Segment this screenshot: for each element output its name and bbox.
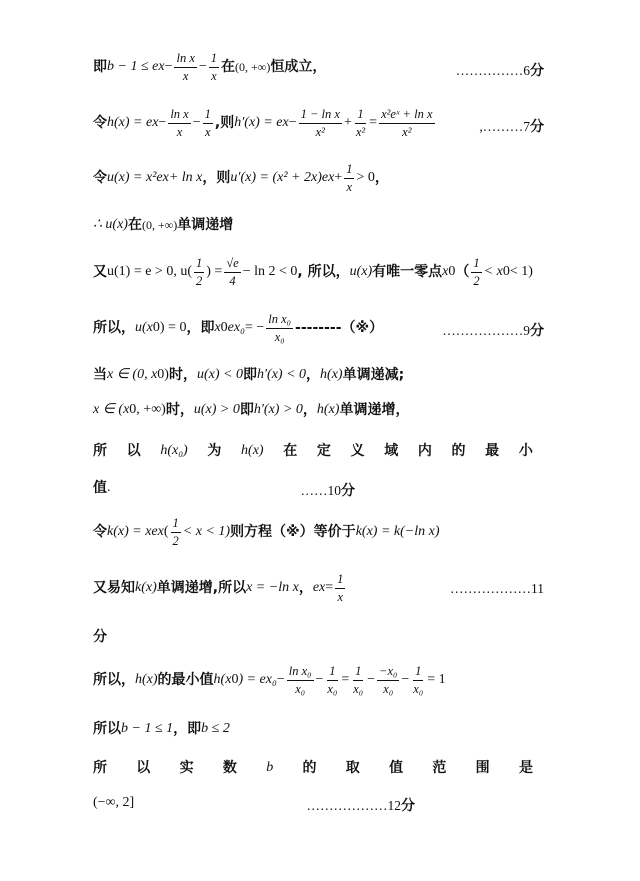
operator: − <box>198 59 207 74</box>
text: 最 <box>485 443 500 459</box>
text: 取 <box>345 760 360 776</box>
math-expr: h′(x) = e <box>234 115 283 130</box>
denominator: 2 <box>172 533 179 548</box>
period: . <box>107 480 111 495</box>
score-marker <box>301 480 356 500</box>
text: 所 <box>93 760 107 776</box>
define-h-line <box>93 105 543 141</box>
numerator: 1 <box>471 257 481 273</box>
math-expr: k(x) <box>135 580 157 595</box>
score-marker <box>450 581 544 597</box>
math-expr: u(x) > 0 <box>193 402 240 417</box>
numerator: 1 <box>327 665 337 681</box>
numerator: 1 <box>335 573 345 589</box>
math-expr: + ln x <box>168 170 203 185</box>
equation-tag: --------（※） <box>295 320 384 336</box>
text: 为 <box>207 443 222 459</box>
text: 单调递增， <box>339 402 410 418</box>
operator: − <box>158 115 167 130</box>
subscript: 0 <box>157 367 165 382</box>
numerator: −x₀ <box>377 665 399 681</box>
math-expr: h′(x) < 0 <box>256 367 307 382</box>
text: 以 <box>126 443 141 459</box>
math-expr: x <box>442 264 449 279</box>
fraction <box>209 52 219 82</box>
text: 所以 <box>93 721 121 737</box>
denominator: 2 <box>473 273 480 288</box>
math-expr: h(x) <box>241 443 264 458</box>
exponent: x <box>319 580 326 595</box>
text: 数 <box>222 760 237 776</box>
text: 小 <box>518 443 533 459</box>
numerator: 1 <box>171 517 181 533</box>
text-you: 又 <box>93 264 107 280</box>
subscript: 0 <box>129 402 137 417</box>
math-expr: b − 1 ≤ 1 <box>121 721 174 736</box>
score-marker <box>479 116 544 136</box>
fen-label: 分 <box>530 323 544 339</box>
math-expr: k(x) = xe <box>107 524 158 539</box>
denominator: x₀ <box>383 681 394 696</box>
numerator: 1 <box>194 257 204 273</box>
math-expr: b − 1 ≤ e <box>107 59 159 74</box>
operator: − <box>288 115 297 130</box>
denominator: x₀ <box>274 329 285 344</box>
b-bound-line <box>93 718 543 740</box>
denominator: x² <box>355 124 366 139</box>
fen-label: 分 <box>530 63 544 79</box>
text: 单调递增 <box>177 217 234 233</box>
text: ，即 <box>173 721 202 737</box>
numerator: 1 <box>413 665 423 681</box>
fraction <box>299 108 342 138</box>
subscript: 0 <box>502 264 510 279</box>
fraction <box>379 108 434 138</box>
text: 又易知 <box>93 580 135 596</box>
text: 在 <box>127 217 142 233</box>
fraction <box>174 52 196 82</box>
math-expr: < 1) <box>509 264 533 279</box>
math-expr: b ≤ 2 <box>201 721 230 736</box>
dots: ……10 <box>300 483 341 498</box>
text: 是 <box>518 760 533 776</box>
text-dang: 当 <box>93 367 107 383</box>
range-statement-line <box>93 757 533 779</box>
operator: − <box>367 672 376 687</box>
fraction <box>203 108 213 138</box>
math-expr: b <box>266 760 274 775</box>
numerator: √e <box>224 257 240 273</box>
math-expr: ( <box>163 524 169 539</box>
math-expr: ) <box>164 367 169 382</box>
math-expr: k(x) = k(−ln x) <box>355 524 440 539</box>
math-expr: u(x <box>135 320 153 335</box>
numerator: x²eˣ + ln x <box>379 108 434 124</box>
fraction <box>377 665 399 695</box>
subscript: 0 <box>448 264 456 279</box>
math-expr: h′(x) > 0 <box>253 402 303 417</box>
fraction <box>411 665 425 695</box>
text-ling: 令 <box>93 115 107 131</box>
u-increasing-line <box>93 214 543 236</box>
text: 域 <box>384 443 399 459</box>
operator: − <box>315 672 324 687</box>
operator: − <box>164 59 173 74</box>
operator: = <box>341 672 350 687</box>
text: 围 <box>475 760 490 776</box>
text: 的最小值 <box>157 672 214 688</box>
text: , 所以， <box>297 264 350 280</box>
operator: + <box>334 170 343 185</box>
fraction <box>266 313 293 343</box>
math-expr: = − <box>244 320 265 335</box>
operator: − <box>276 672 285 687</box>
text: 在 <box>221 59 236 75</box>
denominator: x² <box>315 124 325 139</box>
numerator: ln x₀ <box>266 313 293 329</box>
score-marker <box>456 60 544 80</box>
text: 值 <box>93 480 107 496</box>
math-expr: e <box>312 580 320 595</box>
denominator: x² <box>402 124 412 139</box>
denominator: x₀ <box>353 681 364 696</box>
math-expr: < x < 1) <box>182 524 231 539</box>
score-marker <box>442 320 544 340</box>
text: ，即 <box>186 320 215 336</box>
fraction <box>351 665 365 695</box>
math-expr: ) = 0 <box>159 320 187 335</box>
text: ，则 <box>202 170 231 186</box>
text: 范 <box>432 760 447 776</box>
text: 所以， <box>93 672 135 688</box>
fen-label: 分 <box>530 119 544 135</box>
math-expr: ) = <box>206 264 223 279</box>
exponent: x₀ <box>265 672 277 687</box>
text: 所 <box>93 443 107 459</box>
dots: ………………11 <box>450 581 544 596</box>
math-expr: h(x₀) <box>160 443 188 458</box>
fen-label: 分 <box>401 798 415 814</box>
text: 的 <box>302 760 317 776</box>
exponent: x <box>162 170 169 185</box>
text: 单调递增,所以 <box>156 580 247 596</box>
fraction <box>335 573 345 603</box>
dots: ,………7 <box>479 119 530 134</box>
denominator: x <box>346 179 353 194</box>
exponent: x <box>328 170 335 185</box>
denominator: x₀ <box>413 681 424 696</box>
math-expr: ∴ u(x) <box>93 217 128 232</box>
text: 实 <box>179 760 194 776</box>
math-expr: h(x) = e <box>107 115 153 130</box>
operator: − <box>192 115 201 130</box>
math-expr: = 1 <box>427 672 446 687</box>
text: 即 <box>239 402 254 418</box>
denominator: x <box>176 124 183 139</box>
math-expr: x <box>214 320 221 335</box>
math-expr: h(x) <box>135 672 158 687</box>
fen-label: 分 <box>341 483 355 499</box>
numerator: ln x₀ <box>287 665 314 681</box>
numerator: 1 <box>353 665 363 681</box>
text-ji: 即 <box>93 59 107 75</box>
math-expr: e <box>227 320 234 335</box>
fen-label: 分 <box>93 629 107 645</box>
numerator: ln x <box>168 108 190 124</box>
fraction <box>354 108 367 138</box>
math-expr: u(x) = x²e <box>107 170 163 185</box>
denominator: x <box>211 68 217 83</box>
text: 时， <box>165 402 194 418</box>
dots: ……………6 <box>455 63 530 78</box>
math-expr: ) = e <box>238 672 266 687</box>
text: ， <box>306 367 321 383</box>
subscript: 0 <box>152 320 160 335</box>
operator: + <box>343 115 352 130</box>
text: 时， <box>168 367 197 383</box>
math-expr: u(1) = e > 0, u( <box>107 264 192 279</box>
math-expr: u(x) < 0 <box>196 367 243 382</box>
text: 单调递减; <box>342 367 405 383</box>
fraction <box>171 517 181 547</box>
operator: = <box>369 115 378 130</box>
text-ling: 令 <box>93 524 107 540</box>
text: 内 <box>417 443 432 459</box>
score-fen-line <box>93 626 543 648</box>
text: ， <box>374 170 389 186</box>
denominator: x₀ <box>327 681 338 696</box>
denominator: x <box>337 589 344 604</box>
exponent: x₀ <box>233 320 245 335</box>
exponent: x <box>282 115 289 130</box>
define-u-line <box>93 160 543 196</box>
math-expr: (−∞, 2] <box>93 795 135 810</box>
denominator: x <box>182 68 189 83</box>
decreasing-interval-line <box>93 364 543 386</box>
fraction <box>471 257 481 287</box>
increasing-interval-line <box>93 399 543 421</box>
text: 定 <box>316 443 331 459</box>
minimum-statement-line <box>93 440 533 462</box>
text-ling: 令 <box>93 170 107 186</box>
fraction <box>287 665 314 695</box>
text: 值 <box>389 760 404 776</box>
numerator: 1 <box>209 52 219 68</box>
denominator: x₀ <box>295 681 306 696</box>
denominator: 4 <box>229 273 236 288</box>
fraction <box>325 665 339 695</box>
math-expr: h(x <box>213 672 232 687</box>
math-expr: > 0 <box>356 170 375 185</box>
text: 所以， <box>93 320 135 336</box>
unique-zero-line <box>93 252 543 292</box>
minimum-computation-line <box>93 660 543 700</box>
text: ， <box>302 402 317 418</box>
math-expr: , +∞) <box>136 402 166 417</box>
math-expr: h(x) <box>320 367 343 382</box>
operator: − <box>401 672 410 687</box>
text: 义 <box>350 443 365 459</box>
numerator: ln x <box>174 52 196 68</box>
define-k-line <box>93 512 543 552</box>
text: 的 <box>451 443 466 459</box>
dots: ………………9 <box>442 323 530 338</box>
math-expr: x ∈ (x <box>93 402 130 417</box>
math-expr: x = −ln x <box>246 580 299 595</box>
fraction <box>344 163 354 193</box>
subscript: 0 <box>220 320 228 335</box>
text: 则方程（※）等价于 <box>230 524 356 540</box>
math-expr: h(x) <box>316 402 340 417</box>
subscript: 0 <box>231 672 239 687</box>
text: ， <box>298 580 313 596</box>
math-expr: x ∈ (0, x <box>107 367 158 382</box>
text: 恒成立， <box>270 59 327 75</box>
text: （ <box>455 264 470 280</box>
fraction <box>194 257 204 287</box>
exponent: x <box>157 524 164 539</box>
fraction <box>168 108 190 138</box>
exponent: x <box>158 59 165 74</box>
fraction <box>224 257 240 287</box>
denominator: 2 <box>196 273 203 288</box>
math-expr: u(x) <box>349 264 373 279</box>
score-marker <box>307 795 416 815</box>
text: 在 <box>283 443 298 459</box>
math-expr: − ln 2 < 0 <box>242 264 298 279</box>
dots: ………………12 <box>306 798 401 813</box>
numerator: 1 <box>203 108 213 124</box>
denominator: x <box>204 124 211 139</box>
text: ,则 <box>214 115 235 131</box>
interval: (0, +∞) <box>235 60 271 74</box>
text: 有唯一零点 <box>372 264 443 280</box>
math-expr: < x <box>483 264 503 279</box>
text: 即 <box>242 367 257 383</box>
numerator: 1 <box>355 108 365 124</box>
exponent: x <box>152 115 159 130</box>
text: 以 <box>136 760 151 776</box>
math-expr: u′(x) = (x² + 2x)e <box>230 170 329 185</box>
numerator: 1 <box>344 163 354 179</box>
operator: = <box>325 580 334 595</box>
interval: (0, +∞) <box>141 218 178 232</box>
numerator: 1 − ln x <box>299 108 342 124</box>
